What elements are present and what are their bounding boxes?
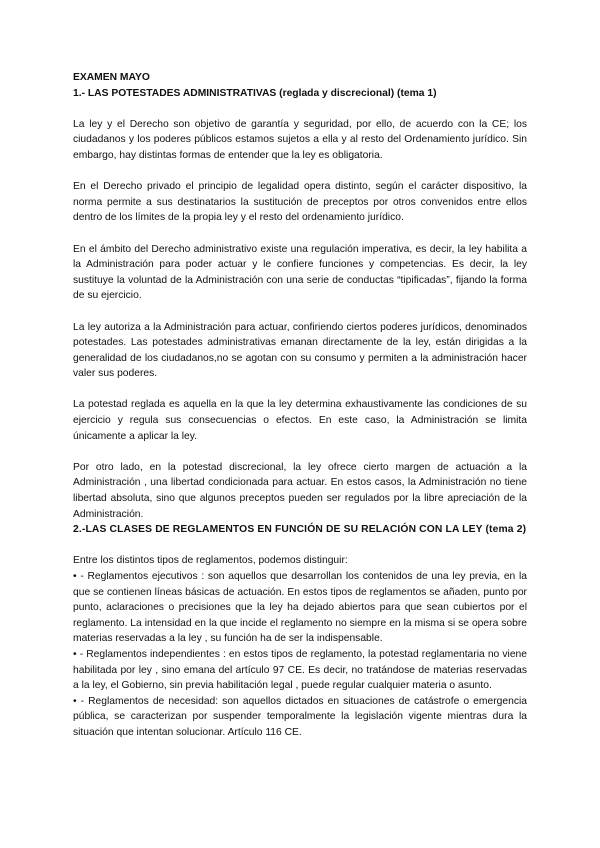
list-item: • - Reglamentos de necesidad: son aquellos dictados en situaciones de catástrofe o emergencia pública, se caracterizan por suspender temporalmente la legislación vigente mientras dura la situación que intentan solucionar. Artículo 116 CE. <box>73 695 527 738</box>
exam-title: EXAMEN MAYO <box>73 72 150 83</box>
section1-paragraph: La ley autoriza a la Administración para actuar, confiriendo ciertos poderes jurídicos, denominados potestades. Las potestades administrativas emanan directamente de la ley, están dirigidas a la generalidad de los ciudadanos,no se agotan con su consumo y permiten a la administración hacer valer sus poderes. <box>73 321 527 380</box>
section1-paragraph: En el ámbito del Derecho administrativo existe una regulación imperativa, es decir, la ley habilita a la Administración para poder actuar y le confiere funciones y competencias. Es decir, la ley sustituye la voluntad de la Administración con una serie de conductas “tipificadas”, fijando la forma de su ejercicio. <box>73 243 527 302</box>
section2-intro: Entre los distintos tipos de reglamentos, podemos distinguir: <box>73 555 348 567</box>
section1-paragraph: La ley y el Derecho son objetivo de garantía y seguridad, por ello, de acuerdo con la CE; los ciudadanos y los poderes públicos estamos sujetos a ella y al resto del Ordenamiento jurídico. Sin embargo, hay distintas formas de entender que la ley es obligatoria. <box>73 118 527 161</box>
document-body <box>73 70 527 741</box>
section2-title: 2.-LAS CLASES DE REGLAMENTOS EN FUNCIÓN DE SU RELACIÓN CON LA LEY (tema 2) <box>73 524 527 536</box>
section1-paragraph: La potestad reglada es aquella en la que la ley determina exhaustivamente las condiciones de su ejercicio y regula sus consecuencias o efectos. En este caso, la Administración se limita únicamente a aplicar la ley. <box>73 399 527 442</box>
list-item: • - Reglamentos independientes : en estos tipos de reglamento, la potestad reglamentaria no viene habilitada por ley , sino emana del artículo 97 CE. Es decir, no tratándose de materias reservadas a la ley, el Gobierno, sin previa habilitación legal , puede regular cualquier materia o asunto. <box>73 648 527 692</box>
list-item: • - Reglamentos ejecutivos : son aquellos que desarrollan los contenidos de una ley previa, en la que se contienen líneas básicas de actuación. En estos tipos de reglamentos se añaden, punto por punto, aclaraciones o precisiones que la ley ha dejado abiertos para que sean cubiertos por el reglamento. La intensidad en la que incide el reglamento no siempre en la misma si se opera sobre materias reservadas a la ley , su función ha de ser la indispensable. <box>73 571 527 645</box>
section1-paragraph: Por otro lado, en la potestad discrecional, la ley ofrece cierto margen de actuación a la Administración , una libertad condicionada para actuar. En estos casos, la Administración no tiene libertad absoluta, sino que algunos preceptos pueden ser regulados por la libre apreciación de la Administración. <box>73 461 527 520</box>
section1-paragraph: En el Derecho privado el principio de legalidad opera distinto, según el carácter dispositivo, la norma permite a sus destinatarios la sustitución de preceptos por otros convenidos entre ellos dentro de los límites de la propia ley y el resto del ordenamiento jurídico. <box>73 181 527 224</box>
section1-title: 1.- LAS POTESTADES ADMINISTRATIVAS (reglada y discrecional) (tema 1) <box>73 87 437 99</box>
